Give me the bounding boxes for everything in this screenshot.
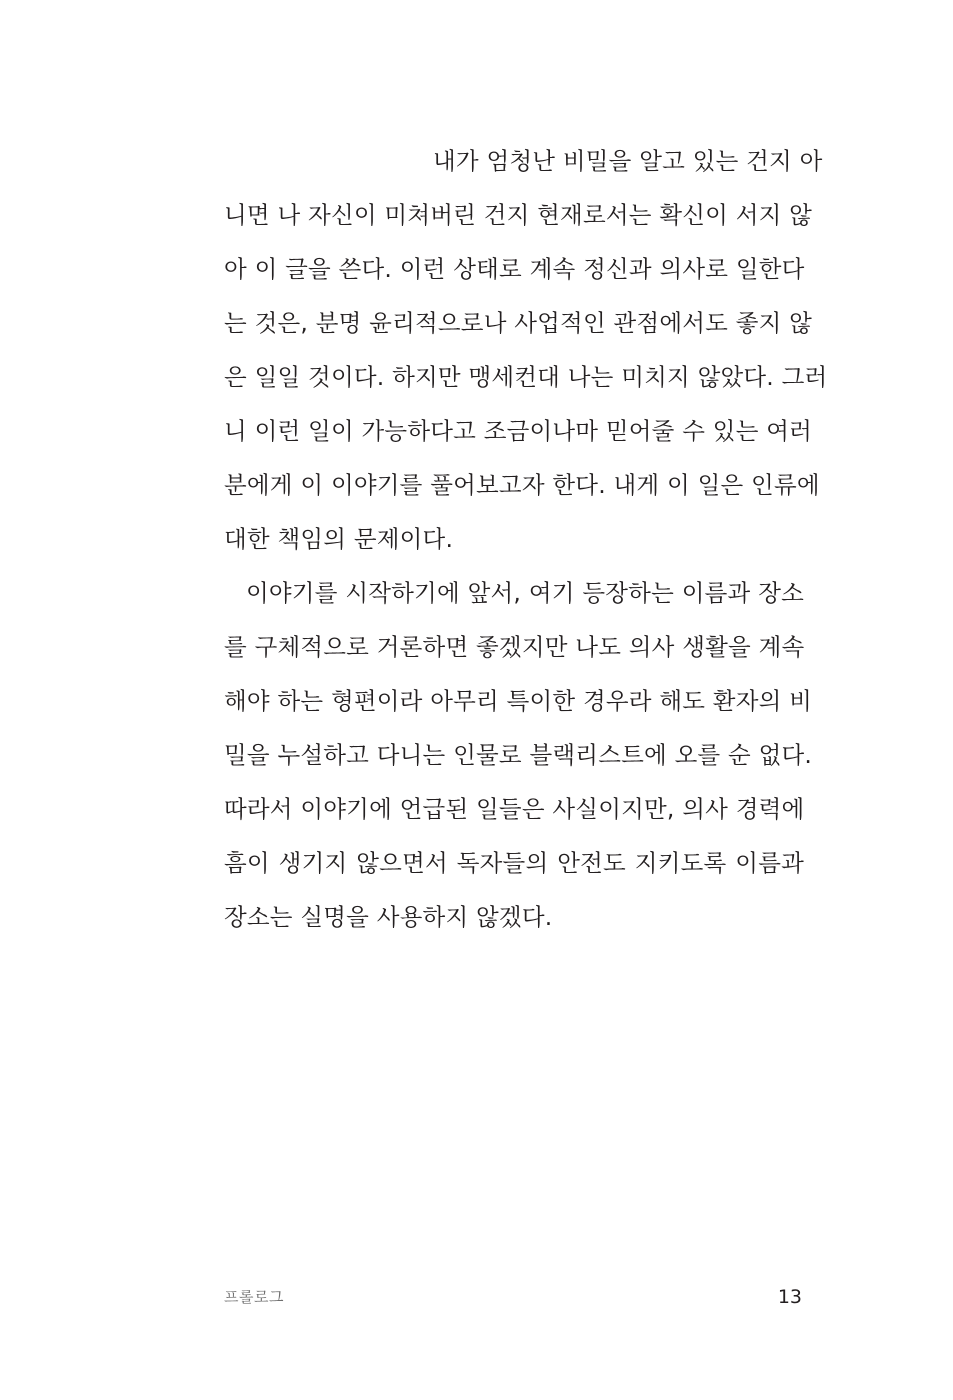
- running-footer-section-title: 프롤로그: [224, 1288, 284, 1306]
- page-number: 13: [777, 1286, 802, 1308]
- body-text: [224, 138, 828, 948]
- text-line: 흠이 생기지 않으면서 독자들의 안전도 지키도록 이름과: [224, 849, 804, 877]
- text-line: 내가 엄청난 비밀을 알고 있는 건지 아: [433, 147, 823, 175]
- text-line: 따라서 이야기에 언급된 일들은 사실이지만, 의사 경력에: [224, 795, 805, 823]
- text-line: 밀을 누설하고 다니는 인물로 블랙리스트에 오를 순 없다.: [224, 741, 813, 769]
- paragraph-1: [224, 138, 828, 570]
- text-line: 아 이 글을 쓴다. 이런 상태로 계속 정신과 의사로 일한다: [224, 255, 805, 283]
- text-line: 니면 나 자신이 미쳐버린 건지 현재로서는 확신이 서지 않: [224, 201, 813, 229]
- paragraph-2: [224, 570, 813, 948]
- text-line: 장소는 실명을 사용하지 않겠다.: [224, 903, 553, 931]
- text-line: 대한 책임의 문제이다.: [224, 525, 454, 553]
- text-line: 니 이런 일이 가능하다고 조금이나마 믿어줄 수 있는 여러: [224, 417, 813, 445]
- text-line: 분에게 이 이야기를 풀어보고자 한다. 내게 이 일은 인류에: [224, 471, 820, 499]
- text-line: 은 일일 것이다. 하지만 맹세컨대 나는 미치지 않았다. 그러: [224, 363, 828, 391]
- text-line: 해야 하는 형편이라 아무리 특이한 경우라 해도 환자의 비: [224, 687, 813, 715]
- text-line: 는 것은, 분명 윤리적으로나 사업적인 관점에서도 좋지 않: [224, 309, 813, 337]
- text-line: 이야기를 시작하기에 앞서, 여기 등장하는 이름과 장소: [246, 579, 804, 607]
- text-line: 를 구체적으로 거론하면 좋겠지만 나도 의사 생활을 계속: [224, 633, 805, 661]
